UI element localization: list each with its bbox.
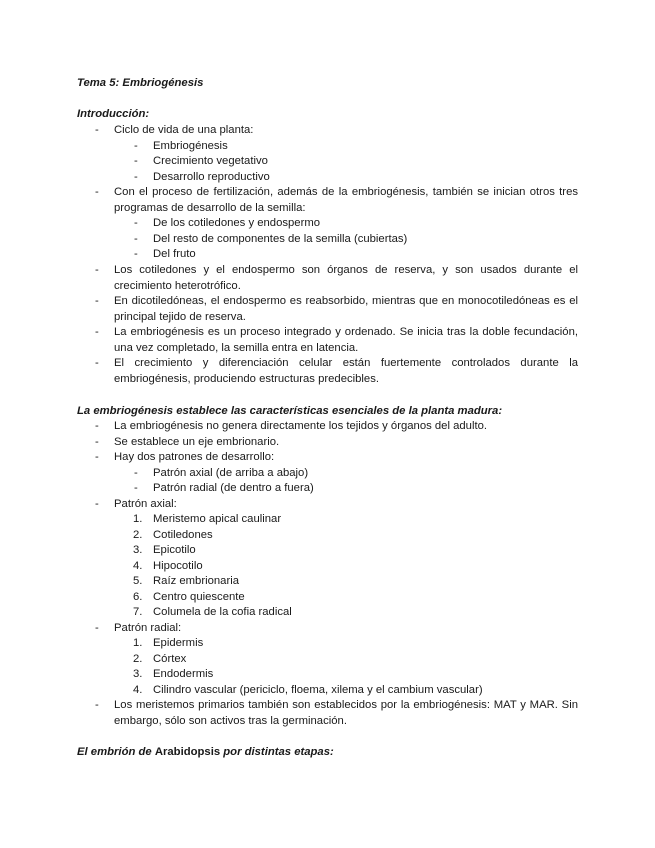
list-item: Patrón axial (de arriba a abajo) (153, 467, 309, 479)
list-item: Patrón radial (de dentro a fuera) (153, 482, 314, 494)
list-number: 4. (133, 560, 143, 572)
bullet-marker: - (134, 233, 138, 245)
list-item: Cilindro vascular (periciclo, floema, xilema y el cambium vascular) (153, 684, 483, 696)
list-item: Córtex (153, 653, 187, 665)
list-number: 5. (133, 575, 143, 587)
list-item: Patrón radial: (114, 622, 182, 634)
bullet-marker: - (134, 155, 138, 167)
bullet-marker: - (95, 295, 99, 307)
list-number: 2. (133, 653, 143, 665)
list-number: 4. (133, 684, 143, 696)
list-item: Del fruto (153, 248, 196, 260)
section-heading-part: El embrión de (77, 746, 155, 758)
list-item: Del resto de componentes de la semilla (cubiertas) (153, 233, 408, 245)
list-item: Crecimiento vegetativo (153, 155, 268, 167)
list-number: 1. (133, 637, 143, 649)
list-item: Ciclo de vida de una planta: (114, 124, 254, 136)
list-item: Columela de la cofia radical (153, 606, 292, 618)
bullet-marker: - (95, 699, 99, 711)
list-item: De los cotiledones y endospermo (153, 217, 321, 229)
bullet-marker: - (95, 451, 99, 463)
bullet-marker: - (95, 357, 99, 369)
bullet-marker: - (134, 140, 138, 152)
list-item: Centro quiescente (153, 591, 245, 603)
bullet-marker: - (134, 248, 138, 260)
bullet-marker: - (134, 482, 138, 494)
bullet-marker: - (134, 467, 138, 479)
section-heading (77, 745, 587, 761)
list-item: Se establece un eje embrionario. (114, 436, 280, 448)
section-heading: La embriogénesis establece las características esenciales de la planta madura: (77, 405, 503, 417)
section-heading-species: Arabidopsis (154, 746, 221, 758)
list-number: 1. (133, 513, 143, 525)
bullet-marker: - (95, 498, 99, 510)
intro-heading: Introducción: (77, 108, 150, 120)
bullet-marker: - (95, 420, 99, 432)
list-item: Desarrollo reproductivo (153, 171, 270, 183)
list-item: Con el proceso de fertilización, además de la embriogénesis, también se inician otros tres programas de desarrollo de la semilla: (114, 186, 578, 214)
list-item: Endodermis (153, 668, 214, 680)
list-item: Los meristemos primarios también son establecidos por la embriogénesis: MAT y MAR. Sin embargo, sólo son activos tras la germinación. (114, 699, 578, 727)
list-item: Meristemo apical caulinar (153, 513, 282, 525)
list-item: La embriogénesis es un proceso integrado y ordenado. Se inicia tras la doble fecundación, una vez completado, la semilla entra en latencia. (114, 326, 578, 354)
list-item: Epicotilo (153, 544, 196, 556)
list-item: El crecimiento y diferenciación celular están fuertemente controlados durante la embriogénesis, produciendo estructuras predecibles. (114, 357, 578, 385)
list-item: Los cotiledones y el endospermo son órganos de reserva, y son usados durante el crecimiento heterotrófico. (114, 264, 578, 292)
list-number: 6. (133, 591, 143, 603)
list-number: 3. (133, 544, 143, 556)
bullet-marker: - (95, 436, 99, 448)
list-number: 2. (133, 529, 143, 541)
section-heading-part: por distintas etapas: (220, 746, 334, 758)
list-item: Patrón axial: (114, 498, 177, 510)
bullet-marker: - (95, 124, 99, 136)
list-item: Hay dos patrones de desarrollo: (114, 451, 275, 463)
list-item: Cotiledones (153, 529, 213, 541)
list-item: Raíz embrionaria (153, 575, 240, 587)
list-number: 7. (133, 606, 143, 618)
bullet-marker: - (95, 186, 99, 198)
list-item: Epidermis (153, 637, 204, 649)
bullet-marker: - (95, 264, 99, 276)
page-title: Tema 5: Embriogénesis (77, 77, 204, 89)
list-item: Hipocotilo (153, 560, 203, 572)
list-item: La embriogénesis no genera directamente los tejidos y órganos del adulto. (114, 420, 488, 432)
list-item: Embriogénesis (153, 140, 228, 152)
bullet-marker: - (134, 171, 138, 183)
bullet-marker: - (134, 217, 138, 229)
list-item: En dicotiledóneas, el endospermo es reabsorbido, mientras que en monocotiledóneas es el principal tejido de reserva. (114, 295, 578, 323)
list-number: 3. (133, 668, 143, 680)
bullet-marker: - (95, 622, 99, 634)
bullet-marker: - (95, 326, 99, 338)
